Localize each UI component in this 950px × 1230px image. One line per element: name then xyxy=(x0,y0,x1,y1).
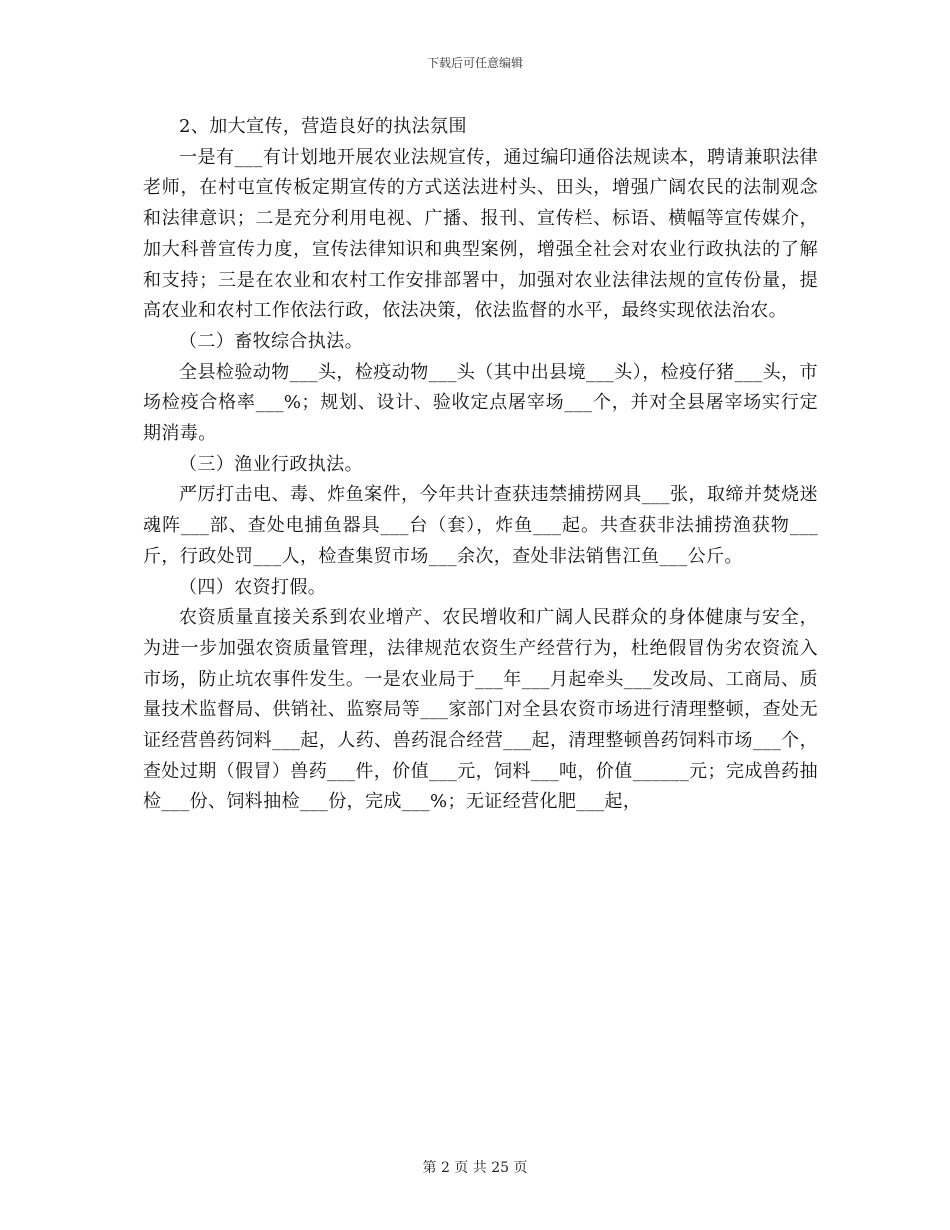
paragraph-fishery: 严厉打击电、毒、炸鱼案件，今年共计查获违禁捕捞网具___张，取缔并焚烧迷魂阵___部、查处电捕鱼器具___台（套），炸鱼___起。共查获非法捕捞渔获物___斤，行政处罚___人，检查集贸市场___余次，查处非法销售江鱼___公斤。 xyxy=(143,484,818,567)
document-body xyxy=(143,112,818,818)
section-heading-livestock: （二）畜牧综合执法。 xyxy=(179,330,363,352)
page-footer: 第 2 页 共 25 页 xyxy=(422,1160,528,1176)
section-heading-publicity: 2、加大宣传，营造良好的执法氛围 xyxy=(179,116,467,137)
section-heading-agri-materials: （四）农资打假。 xyxy=(179,576,327,598)
paragraph-publicity: 一是有___有计划地开展农业法规宣传，通过编印通俗法规读本，聘请兼职法律老师，在村屯宣传板定期宣传的方式送法进村头、田头，增强广阔农民的法制观念和法律意识；二是充分利用电视、广播、报刊、宣传栏、标语、横幅等宣传媒介，加大科普宣传力度，宣传法律知识和典型案例，增强全社会对农业行政执法的了解和支持；三是在农业和农村工作安排部署中，加强对农业法律法规的宣传份量，提高农业和农村工作依法行政，依法决策，依法监督的水平，最终实现依法治农。 xyxy=(143,146,818,322)
paragraph-agri-materials: 农资质量直接关系到农业增产、农民增收和广阔人民群众的身体健康与安全，为进一步加强农资质量管理，法律规范农资生产经营行为，杜绝假冒伪劣农资流入市场，防止坑农事件发生。一是农业局于___年___月起牵头___发改局、工商局、质量技术监督局、供销社、监察局等___家部门对全县农资市场进行清理整顿，查处无证经营兽药饲料___起，人药、兽药混合经营___起，清理整顿兽药饲料市场___个，查处过期（假冒）兽药___件，价值___元，饲料___吨，价值______元；完成兽药抽检___份、饲料抽检___份，完成___%；无证经营化肥___起， xyxy=(143,607,818,813)
section-heading-fishery: （三）渔业行政执法。 xyxy=(179,453,363,475)
paragraph-livestock: 全县检验动物___头，检疫动物___头（其中出县境___头），检疫仔猪___头，市场检疫合格率___%；规划、设计、验收定点屠宰场___个，并对全县屠宰场实行定期消毒。 xyxy=(143,361,818,445)
page-header: 下载后可任意编辑 xyxy=(426,56,523,70)
